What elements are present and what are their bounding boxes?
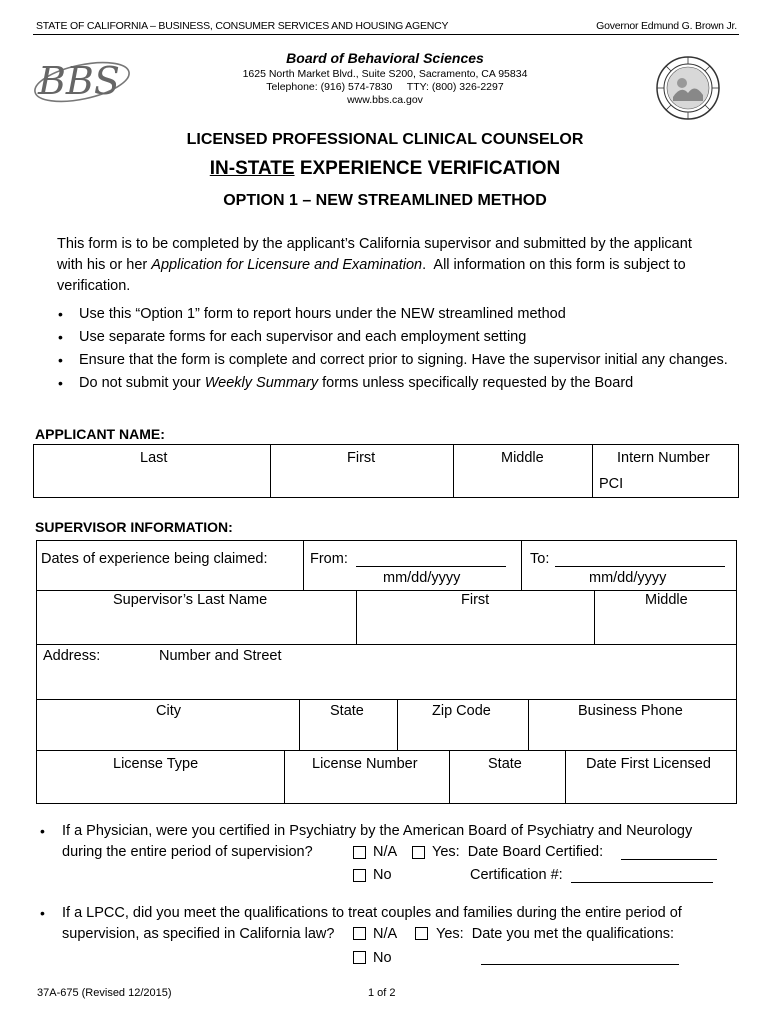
in-state-label: IN-STATE	[209, 158, 295, 179]
board-address: 1625 North Market Blvd., Suite S200, Sacramento, CA 95834	[242, 68, 528, 80]
q2-yes-label: Yes: Date you met the qualifications:	[436, 926, 675, 942]
q2-yes-checkbox[interactable]	[415, 927, 428, 940]
experience-verification-label: EXPERIENCE VERIFICATION	[294, 158, 561, 179]
q2-no-checkbox[interactable]	[353, 951, 366, 964]
q1-yes-label: Yes: Date Board Certified:	[432, 844, 604, 860]
bullet-dot: •	[40, 905, 45, 921]
q1-date-certified-field[interactable]	[621, 859, 717, 860]
q2-na-label: N/A	[373, 926, 398, 942]
q1-na-label: N/A	[373, 844, 398, 860]
pci-field[interactable]: PCI	[599, 476, 624, 492]
applicant-last-field[interactable]: Last	[140, 450, 168, 466]
q1-certification-number-field[interactable]	[571, 882, 713, 883]
to-label: To:	[530, 551, 550, 567]
supervisor-last-name-field[interactable]: Supervisor’s Last Name	[113, 592, 268, 608]
license-state-field[interactable]: State	[488, 756, 522, 772]
q1-text-line2: during the entire period of supervision?	[62, 844, 313, 860]
license-type-field[interactable]: License Type	[113, 756, 199, 772]
intro-line1: This form is to be completed by the applicant’s California supervisor and submitted by the applicant	[57, 236, 692, 252]
form-title-line3: OPTION 1 – NEW STREAMLINED METHOD	[223, 192, 547, 209]
from-date-format: mm/dd/yyyy	[383, 570, 461, 586]
license-number-field[interactable]: License Number	[312, 756, 418, 772]
bullet-dot: •	[40, 823, 45, 839]
bullet-dot: •	[58, 306, 63, 322]
q1-no-checkbox[interactable]	[353, 869, 366, 882]
governor-label: Governor Edmund G. Brown Jr.	[596, 20, 737, 32]
q2-no-label: No	[373, 950, 392, 966]
applicant-heading: APPLICANT NAME:	[35, 426, 165, 442]
board-website[interactable]: www.bbs.ca.gov	[347, 94, 423, 106]
agency-header: STATE OF CALIFORNIA – BUSINESS, CONSUMER SERVICES AND HOUSING AGENCY	[36, 20, 449, 32]
bullet-separate-forms: Use separate forms for each supervisor and each employment setting	[79, 329, 527, 345]
header-rule	[33, 34, 739, 35]
intro-line3: verification.	[57, 278, 131, 294]
applicant-first-field[interactable]: First	[347, 450, 376, 466]
board-phone: Telephone: (916) 574-7830 TTY: (800) 326-2297	[266, 81, 504, 93]
q1-yes-checkbox[interactable]	[412, 846, 425, 859]
supervisor-first-name-field[interactable]: First	[461, 592, 490, 608]
q1-no-label: No	[373, 867, 392, 883]
svg-text:BBS: BBS	[38, 59, 120, 103]
street-field[interactable]: Number and Street	[159, 648, 282, 664]
dates-claimed-label: Dates of experience being claimed:	[41, 551, 268, 567]
q1-text-line1: If a Physician, were you certified in Psychiatry by the American Board of Psychiatry and Neurology	[62, 823, 693, 839]
q2-date-qualified-field[interactable]	[481, 964, 679, 965]
intern-number-label: Intern Number	[617, 450, 710, 466]
to-date-field[interactable]	[555, 566, 725, 567]
address-label: Address:	[43, 648, 101, 664]
q2-text-line2: supervision, as specified in California law?	[62, 926, 335, 942]
board-name: Board of Behavioral Sciences	[286, 50, 484, 66]
q2-na-checkbox[interactable]	[353, 927, 366, 940]
city-field[interactable]: City	[156, 703, 181, 719]
applicant-middle-field[interactable]: Middle	[501, 450, 544, 466]
q2-text-line1: If a LPCC, did you meet the qualifications to treat couples and families during the entire period of	[62, 905, 682, 921]
bullet-option1: Use this “Option 1” form to report hours under the NEW streamlined method	[79, 306, 566, 322]
supervisor-heading: SUPERVISOR INFORMATION:	[35, 519, 233, 535]
state-field[interactable]: State	[330, 703, 364, 719]
state-seal-icon	[655, 55, 721, 121]
form-title-line2	[0, 158, 770, 180]
form-number: 37A-675 (Revised 12/2015)	[37, 987, 172, 999]
q1-cert-label: Certification #:	[470, 867, 563, 883]
from-label: From:	[310, 551, 348, 567]
form-title-line1: LICENSED PROFESSIONAL CLINICAL COUNSELOR	[186, 131, 584, 148]
zip-code-field[interactable]: Zip Code	[432, 703, 491, 719]
intro-line2: with his or her Application for Licensure and Examination. All information on this form is subject to	[57, 257, 686, 273]
business-phone-field[interactable]: Business Phone	[578, 703, 683, 719]
bullet-weekly-summary: Do not submit your Weekly Summary forms unless specifically requested by the Board	[79, 375, 634, 391]
bullet-dot: •	[58, 375, 63, 391]
bullet-dot: •	[58, 352, 63, 368]
page-number: 1 of 2	[368, 987, 396, 999]
date-first-licensed-field[interactable]: Date First Licensed	[586, 756, 711, 772]
from-date-field[interactable]	[356, 566, 506, 567]
q1-na-checkbox[interactable]	[353, 846, 366, 859]
bullet-complete-correct: Ensure that the form is complete and correct prior to signing. Have the supervisor initial any changes.	[79, 352, 728, 368]
supervisor-middle-name-field[interactable]: Middle	[645, 592, 688, 608]
to-date-format: mm/dd/yyyy	[589, 570, 667, 586]
bullet-dot: •	[58, 329, 63, 345]
